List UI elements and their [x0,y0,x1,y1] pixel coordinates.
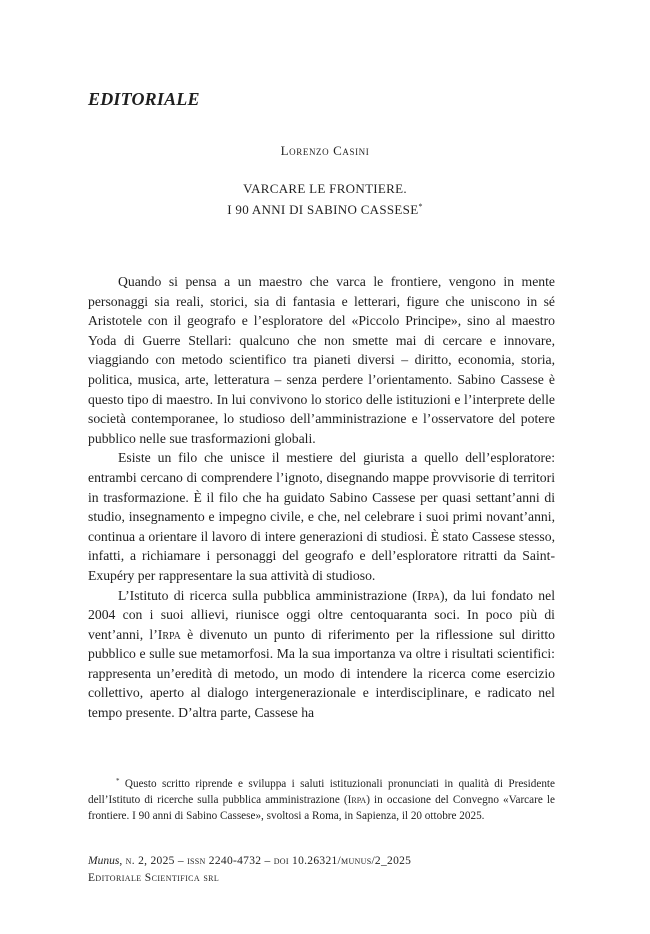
author-name: Lorenzo Casini [280,143,370,158]
paragraph-1: Quando si pensa a un maestro che varca le frontiere, vengono in mente personaggi sia reali, storici, sia di fantasia e letterari, figure che uniscono in sé Aristotele con il geografo e l’esploratore del «Piccolo Principe», sino al maestro Yoda di Guerre Stellari: qualcuno che non smette mai di cercare e innovare, viaggiando con metodo scientifico tra pianeti diversi – diritto, economia, storia, politica, musica, arte, letteratura – senza perdere l’orientamento. Sabino Cassese è questo tipo di maestro. In lui convivono lo storico delle istituzioni e l’interprete delle società contemporanee, lo studioso dell’amministrazione e l’osservatore del potere pubblico nelle sue trasformazioni globali. [88,274,555,446]
journal-citation [88,853,558,887]
footnote [88,773,555,825]
citation-details: , n. 2, 2025 – issn 2240-4732 – doi 10.26321/munus/2_2025 [119,855,412,867]
paragraph-3-text-b: ), da lui fondato nel 2004 con i suoi allievi, riunisce oggi oltre centoquaranta soci. In poco più di vent’anni, l’ [88,587,555,642]
paragraph-2: Esiste un filo che unisce il mestiere del giurista a quello dell’esploratore: entrambi cercano di comprendere l’ignoto, disegnando mappe provvisorie di territori in trasformazione. È il filo che ha guidato Sabino Cassese per quasi settant’anni di studio, insegnamento e impegno civile, e che, nel celebrare i suoi primi novant’anni, continua a orientare il lavoro di intere generazioni di studiosi. È stato Cassese stesso, infatti, a richiamare i personaggi del geografo e dell’esploratore ritratti da Saint-Exupéry per rappresentare la sua attività di studioso. [88,450,555,583]
paragraph-3 [88,586,555,723]
title-line-2-text: I 90 ANNI DI SABINO CASSESE [227,202,419,217]
title-line-2 [0,198,650,219]
citation-line [88,853,558,870]
journal-name: Munus [88,855,120,867]
paragraph-3-text-a: L’Istituto di ricerca sulla pubblica amministrazione ( [118,587,417,603]
publisher-name: Editoriale Scientifica srl [88,872,220,884]
footnote-text-a: Questo scritto riprende e sviluppa i saluti istituzionali pronunciati in qualità di Presidente dell’Istituto di ricerche sulla pubblica amministrazione ( [88,778,555,807]
irpa-acronym: Irpa [416,587,440,603]
article-body [88,272,555,723]
section-heading: EDITORIALE [88,89,200,109]
article-title [0,180,650,219]
footnote-text-b: ) in occasione del Convegno «Varcare le frontiere. I 90 anni di Sabino Cassese», svoltosi a Roma, in Sapienza, il 20 ottobre 2025. [88,794,555,823]
footnote-marker[interactable]: * [418,202,423,211]
paragraph-3-text-c: è divenuto un punto di riferimento per la riflessione sul diritto pubblico e sulle sue metamorfosi. Ma la sua importanza va oltre i risultati scientifici: rappresenta un’eredità di metodo, un modo di intendere la ricerca come esercizio collettivo, aperto al dialogo intergenerazionale e interdisciplinare, e radicato nel tempo presente. D’altra parte, Cassese ha [88,626,555,721]
irpa-acronym: Irpa [347,794,367,807]
title-line-1: VARCARE LE FRONTIERE. [243,181,407,196]
footnote-marker: * [116,777,120,785]
irpa-acronym: Irpa [157,626,181,642]
